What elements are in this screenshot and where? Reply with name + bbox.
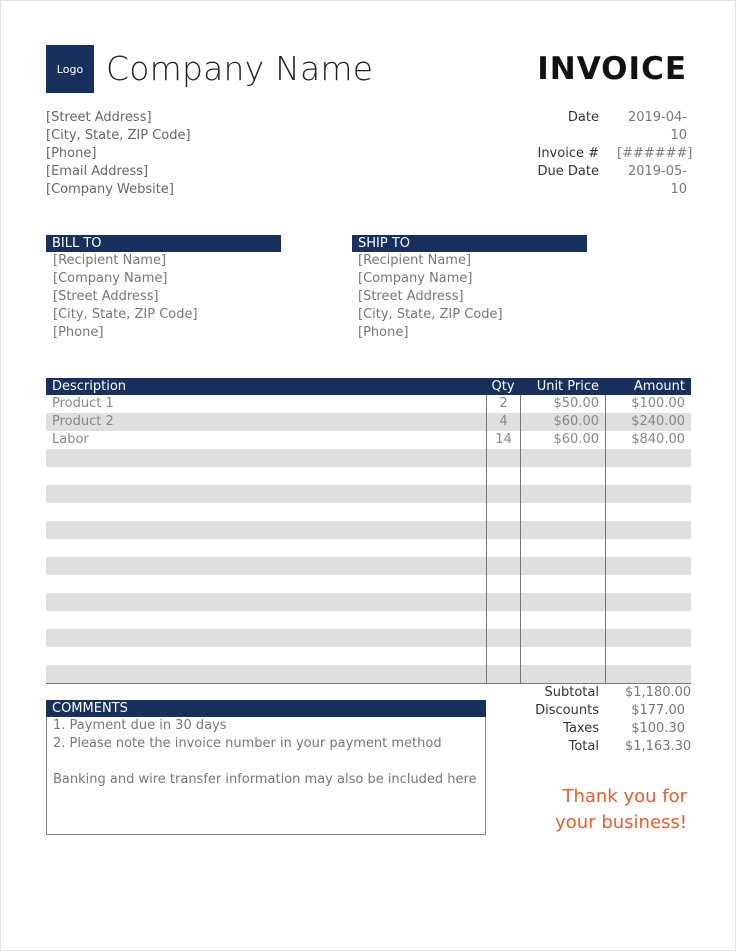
- cell-amount: [605, 539, 691, 557]
- table-row: [46, 593, 691, 611]
- table-row: [46, 557, 691, 575]
- totals-row-taxes: [501, 720, 685, 738]
- table-row: [46, 431, 691, 449]
- cell-amount: [605, 557, 691, 575]
- bill-to-line: [Recipient Name]: [53, 253, 167, 268]
- cell-amount: [605, 665, 691, 683]
- cell-description: [46, 575, 486, 593]
- bill-to-line: [Phone]: [53, 325, 104, 340]
- cell-amount: $240.00: [605, 413, 691, 431]
- cell-qty: [486, 629, 520, 647]
- cell-qty: [486, 449, 520, 467]
- cell-unit-price: [520, 629, 605, 647]
- cell-amount: $100.00: [605, 395, 691, 413]
- comments-body: [47, 717, 485, 789]
- column-header-description: Description: [52, 379, 127, 394]
- cell-unit-price: [520, 521, 605, 539]
- cell-amount: [605, 593, 691, 611]
- cell-description: [46, 521, 486, 539]
- cell-unit-price: [520, 485, 605, 503]
- cell-unit-price: $60.00: [520, 413, 605, 431]
- cell-amount: [605, 629, 691, 647]
- cell-description: Product 1: [52, 396, 114, 411]
- table-row: [46, 521, 691, 539]
- totals-value: $1,180.00: [625, 685, 692, 700]
- meta-label: Invoice #: [537, 146, 599, 161]
- ship-to-line: [Phone]: [358, 325, 409, 340]
- table-body: [46, 395, 691, 683]
- table-row: [46, 395, 691, 413]
- bill-to-line: [Street Address]: [53, 289, 159, 304]
- totals-value: $1,163.30: [625, 739, 692, 754]
- cell-unit-price: [520, 665, 605, 683]
- totals-label: Subtotal: [544, 685, 599, 700]
- cell-description: [46, 665, 486, 683]
- cell-qty: [486, 521, 520, 539]
- comments-box: [46, 700, 486, 835]
- cell-description: [46, 593, 486, 611]
- table-row: [46, 575, 691, 593]
- address-line: [Email Address]: [46, 164, 149, 179]
- comment-spacer: [53, 753, 485, 771]
- cell-description: [46, 647, 486, 665]
- company-logo: [46, 45, 94, 93]
- cell-qty: [486, 647, 520, 665]
- table-row: [46, 539, 691, 557]
- cell-qty: [486, 611, 520, 629]
- cell-amount: [605, 611, 691, 629]
- totals-row-discounts: [501, 702, 685, 720]
- bill-to-lines: [46, 252, 281, 342]
- thank-you-line: Thank you for: [562, 786, 687, 807]
- table-header: [46, 378, 691, 395]
- totals-value: $177.00: [631, 703, 685, 718]
- meta-label: Due Date: [537, 164, 599, 179]
- cell-qty: [486, 575, 520, 593]
- cell-unit-price: $60.00: [520, 431, 605, 449]
- cell-description: [46, 611, 486, 629]
- address-line: [City, State, ZIP Code]: [46, 128, 191, 143]
- table-row: [46, 629, 691, 647]
- cell-amount: [605, 647, 691, 665]
- cell-unit-price: [520, 557, 605, 575]
- column-header-qty: Qty: [491, 379, 515, 394]
- invoice-meta: [499, 109, 693, 199]
- ship-to-lines: [352, 252, 587, 342]
- table-row: [46, 413, 691, 431]
- cell-qty: 2: [486, 395, 520, 413]
- table-row: [46, 647, 691, 665]
- cell-qty: [486, 503, 520, 521]
- ship-to-header: SHIP TO: [352, 235, 587, 252]
- cell-amount: [605, 449, 691, 467]
- cell-description: [46, 485, 486, 503]
- comment-line: 1. Payment due in 30 days: [53, 718, 227, 733]
- invoice-title: INVOICE: [537, 51, 687, 87]
- cell-amount: [605, 467, 691, 485]
- ship-to-line: [Recipient Name]: [358, 253, 472, 268]
- company-name: Company Name: [106, 49, 374, 88]
- cell-amount: $840.00: [605, 431, 691, 449]
- totals-label: Total: [568, 739, 599, 754]
- address-line: [Company Website]: [46, 182, 174, 197]
- cell-unit-price: [520, 647, 605, 665]
- cell-description: [46, 557, 486, 575]
- table-row: [46, 611, 691, 629]
- meta-value: [######]: [617, 146, 693, 161]
- table-row: [46, 665, 691, 683]
- meta-value: 2019-04-10: [627, 110, 687, 143]
- comment-line: Banking and wire transfer information may also be included here: [53, 772, 477, 787]
- meta-row-invoice-number: [499, 145, 693, 163]
- totals-row-total: [501, 738, 692, 756]
- meta-row-date: [499, 109, 687, 145]
- bill-to-line: [Company Name]: [53, 271, 168, 286]
- column-header-amount: Amount: [633, 379, 685, 394]
- table-row: [46, 485, 691, 503]
- address-line: [Street Address]: [46, 110, 152, 125]
- cell-description: [46, 503, 486, 521]
- logo-label: Logo: [56, 62, 84, 76]
- ship-to-line: [City, State, ZIP Code]: [358, 307, 503, 322]
- cell-description: Labor: [52, 432, 89, 447]
- cell-amount: [605, 575, 691, 593]
- cell-qty: [486, 593, 520, 611]
- totals-row-subtotal: [501, 684, 692, 702]
- comments-header: COMMENTS: [46, 700, 486, 717]
- thank-you-line: your business!: [555, 812, 687, 833]
- company-address: [46, 109, 191, 199]
- bill-to-line: [City, State, ZIP Code]: [53, 307, 198, 322]
- ship-to-line: [Company Name]: [358, 271, 473, 286]
- cell-unit-price: [520, 503, 605, 521]
- line-items-table: [46, 378, 691, 684]
- totals-value: $100.30: [631, 721, 685, 736]
- cell-qty: [486, 539, 520, 557]
- meta-row-due-date: [499, 163, 687, 199]
- cell-unit-price: $50.00: [520, 395, 605, 413]
- bill-to-header: BILL TO: [46, 235, 281, 252]
- cell-qty: [486, 557, 520, 575]
- column-header-unit-price: Unit Price: [536, 379, 599, 394]
- thank-you-message: [555, 784, 687, 836]
- cell-qty: [486, 485, 520, 503]
- table-row: [46, 467, 691, 485]
- totals-label: Discounts: [535, 703, 599, 718]
- cell-amount: [605, 521, 691, 539]
- cell-qty: 4: [486, 413, 520, 431]
- cell-unit-price: [520, 467, 605, 485]
- meta-label: Date: [567, 110, 599, 125]
- bill-to-section: [46, 235, 281, 342]
- cell-unit-price: [520, 611, 605, 629]
- cell-description: [46, 467, 486, 485]
- ship-to-section: [352, 235, 587, 342]
- cell-unit-price: [520, 539, 605, 557]
- totals-section: [501, 684, 692, 756]
- cell-qty: [486, 665, 520, 683]
- cell-description: [46, 539, 486, 557]
- cell-amount: [605, 503, 691, 521]
- cell-description: [46, 629, 486, 647]
- table-row: [46, 503, 691, 521]
- cell-description: Product 2: [52, 414, 114, 429]
- totals-label: Taxes: [563, 721, 599, 736]
- cell-unit-price: [520, 593, 605, 611]
- cell-description: [46, 449, 486, 467]
- cell-qty: 14: [486, 431, 520, 449]
- table-row: [46, 449, 691, 467]
- ship-to-line: [Street Address]: [358, 289, 464, 304]
- cell-amount: [605, 485, 691, 503]
- cell-qty: [486, 467, 520, 485]
- comment-line: 2. Please note the invoice number in your payment method: [53, 736, 442, 751]
- meta-value: 2019-05-10: [627, 164, 687, 197]
- address-line: [Phone]: [46, 146, 97, 161]
- cell-unit-price: [520, 449, 605, 467]
- cell-unit-price: [520, 575, 605, 593]
